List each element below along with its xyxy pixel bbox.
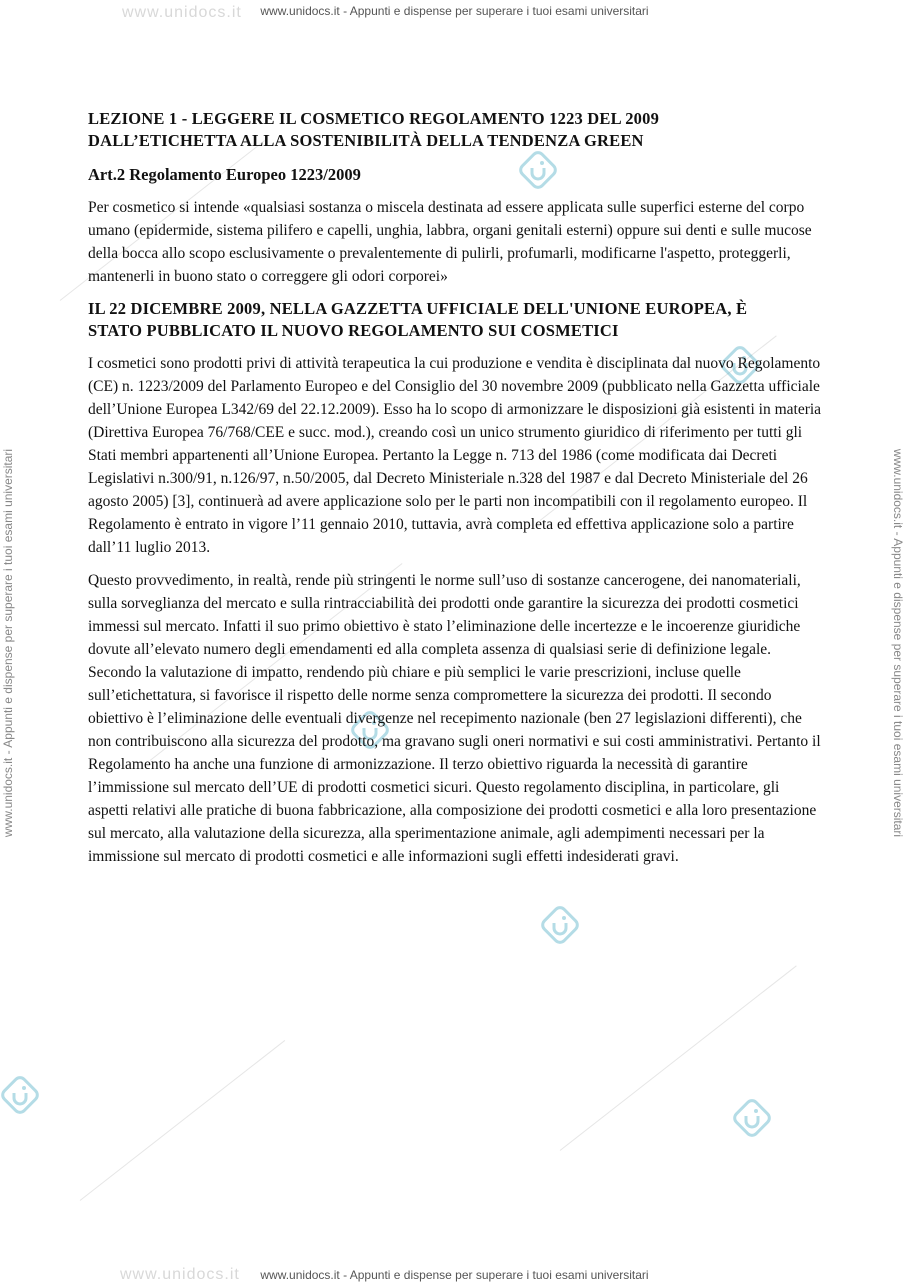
watermark-side-left <box>1 449 15 837</box>
unidocs-logo-icon <box>0 1075 40 1115</box>
watermark-side-right <box>891 449 905 837</box>
article-heading: Art.2 Regolamento Europeo 1223/2009 <box>88 165 361 184</box>
section-heading <box>88 298 823 342</box>
regulation-paragraph: I cosmetici sono prodotti privi di attività terapeutica la cui produzione e vendita è disciplinata dal nuovo Regolamento (CE) n. 1223/2009 del Parlamento Europeo e del Consiglio del 30 novembre 2009 (pubblicato nella Gazzetta ufficiale dell’Unione Europea L342/69 del 22.12.2009). Esso ha lo scopo di armonizzare le disposizioni già esistenti in materia (Direttiva Europea 76/768/CEE e succ. mod.), creando così un unico strumento giuridico di riferimento per tutti gli Stati membri appartenenti all’Unione Europea. Pertanto la Legge n. 713 del 1986 (come modificata dai Decreti Legislativi n.300/91, n.126/97, n.50/2005, dal Decreto Ministeriale n.328 del 1987 e dal Decreto Ministeriale del 26 agosto 2005) [3], continuerà ad avere applicazione solo per le parti non incompatibili con il regolamento europeo. Il Regolamento è entrato in vigore l’11 gennaio 2010, tuttavia, avrà completa ed effettiva applicazione solo a partire dall’11 luglio 2013. <box>88 355 822 556</box>
watermark-line <box>80 1040 285 1201</box>
document-title-line2: DALL’ETICHETTA ALLA SOSTENIBILITÀ DELLA TENDENZA GREEN <box>88 131 644 150</box>
watermark-faint-text: www.unidocs.it <box>122 4 242 21</box>
definition-paragraph: Per cosmetico si intende «qualsiasi sostanza o miscela destinata ad essere applicata sulle superfici esterne del corpo umano (epidermide, sistema pilifero e capelli, unghia, labbra, organi genitali esterni) oppure sui denti e sulle mucose della bocca allo scopo esclusivamente o prevalentemente di pulirli, profumarli, modificarne l'aspetto, proteggerli, mantenerli in buono stato o correggere gli odori corporei» <box>88 199 812 285</box>
watermark-faint-text: www.unidocs.it <box>120 1266 240 1283</box>
watermark-side-left-text: www.unidocs.it - Appunti e dispense per superare i tuoi esami universitari <box>1 448 15 838</box>
unidocs-logo-icon <box>732 1098 772 1138</box>
section-heading-line2: STATO PUBBLICATO IL NUOVO REGOLAMENTO SUI COSMETICI <box>88 321 619 340</box>
section-heading-line1: IL 22 DICEMBRE 2009, NELLA GAZZETTA UFFICIALE DELL'UNIONE EUROPEA, È <box>88 299 748 318</box>
watermark-header: www.unidocs.it - Appunti e dispense per superare i tuoi esami universitari <box>260 4 649 18</box>
watermark-side-right-text: www.unidocs.it - Appunti e dispense per superare i tuoi esami universitari <box>891 448 905 838</box>
watermark-footer: www.unidocs.it - Appunti e dispense per superare i tuoi esami universitari <box>260 1268 649 1282</box>
document-title <box>88 108 823 152</box>
objectives-paragraph: Questo provvedimento, in realtà, rende più stringenti le norme sull’uso di sostanze cancerogene, dei nanomateriali, sulla sorveglianza del mercato e sulla rintracciabilità dei prodotti onde garantire la sicurezza dei prodotti cosmetici immessi sul mercato. Infatti il suo primo obiettivo è stato l’eliminazione delle incertezze e le incoerenze giuridiche dovute all’elevato numero degli emendamenti ed alla completa assenza di qualsiasi serie di definizione legale. Secondo la valutazione di impatto, rendendo più chiare e più semplici le varie prescrizioni, incluse quelle sull’etichettatura, si favorisce il rispetto delle norme senza compromettere la sicurezza dei prodotti. Il secondo obiettivo è l’eliminazione delle eventuali divergenze nel recepimento nazionale (ben 27 legislazioni differenti), che non contribuiscono alla sicurezza del prodotto, ma gravano sugli oneri normativi e sui costi amministrativi. Pertanto il Regolamento ha anche una funzione di armonizzazione. Il terzo obiettivo riguarda la necessità di garantire l’immissione sul mercato dell’UE di prodotti cosmetici sicuri. Questo regolamento disciplina, in particolare, gli aspetti relativi alle pratiche di buona fabbricazione, alla composizione dei prodotti cosmetici e alla loro presentazione sul mercato, alla valutazione della sicurezza, alla sperimentazione animale, agli adempimenti necessari per la immissione sul mercato di prodotti cosmetici e alle informazioni sugli effetti indesiderati gravi. <box>88 572 821 865</box>
document-body <box>88 108 823 878</box>
document-title-line1: LEZIONE 1 - LEGGERE IL COSMETICO REGOLAMENTO 1223 DEL 2009 <box>88 109 660 128</box>
unidocs-logo-icon <box>540 905 580 945</box>
